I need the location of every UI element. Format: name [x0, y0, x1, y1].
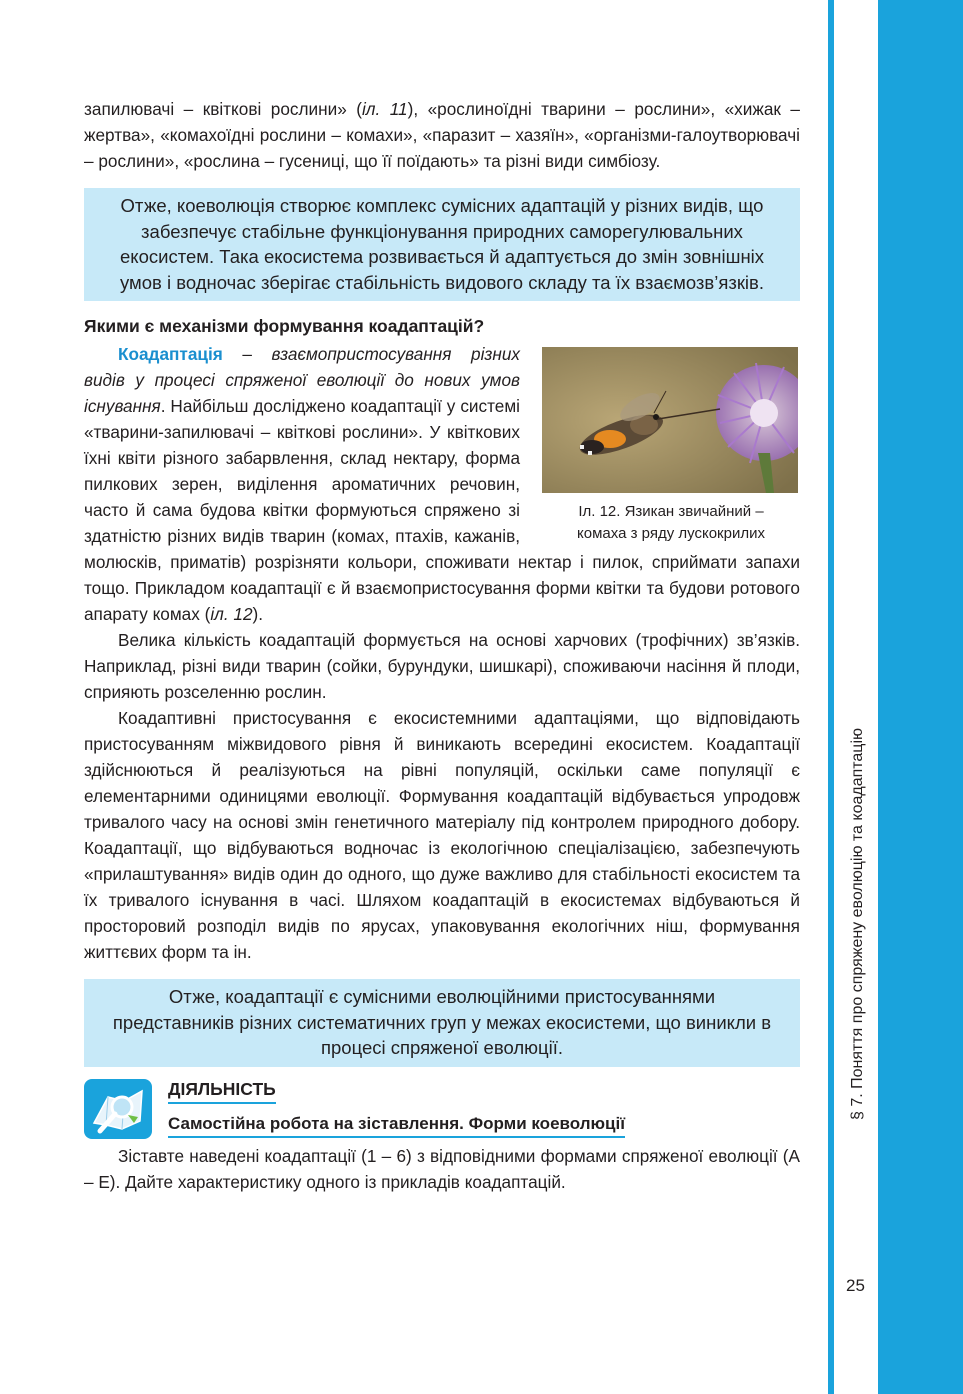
- trophic-paragraph: Велика кількість коадаптацій формується на основі харчових (трофічних) зв’язків. Наприклад, різні види тварин (сойки, бурундуки, шишкарі), споживаючи насіння й плоди, сприяють розселенню рослин.: [84, 630, 800, 702]
- figure-hawkmoth: [542, 347, 800, 545]
- activity-subtitle: Самостійна робота на зіставлення. Форми коеволюції: [168, 1114, 625, 1138]
- hawkmoth-photo: [542, 347, 798, 493]
- summary-callout-coevolution: Отже, коеволюція створює комплекс сумісних адаптацій у різних видів, що забезпечує стабільне функціонування природних саморегулювальних екосистем. Така екосистема розвивається й адаптується до змін зовнішніх умов і водночас зберігає стабільність видового складу та їх взаємозв’язків.: [84, 188, 800, 301]
- chapter-title-vertical: § 7. Поняття про спряжену еволюцію та коадаптацію: [849, 727, 866, 1120]
- term-coadaptation: Коадаптація: [118, 344, 223, 364]
- intro-paragraph: запилювачі – квіткові рослини» (іл. 11), «рослиноїдні тварини – рослини», «хижак – жертва», «комахоїдні рослини – комахи», «паразит – хазяїн», «організми-галоутворювачі – рослини», «рослина – гусениці, що її поїдають» та різні види симбіозу.: [84, 99, 800, 171]
- figure-caption: Іл. 12. Язикан звичайний – комаха з ряду лускокрилих: [577, 503, 765, 542]
- activity-block: [84, 1079, 800, 1139]
- activity-title: ДІЯЛЬНІСТЬ: [168, 1079, 276, 1104]
- ecosystem-adaptations-paragraph: Коадаптивні пристосування є екосистемними адаптаціями, що відповідають пристосуванням міжвидового рівня й виникають всередині екосистем. Коадаптації здійснюються й реалізуються на рівні популяцій, оскільки саме популяції є елементарними одиницями еволюції. Формування коадаптацій відбувається упродовж тривалого часу на основі змін генетичного матеріалу під контролем природного добору. Коадаптації, що відбуваються водночас із екологічною спеціалізацією, забезпечують «прилаштування» видів один до одного, що дуже важливо для стабільності екосистем та їх тривалого існування в часі. Шляхом коадаптацій в екосистемах відбуваються й просторовий розподіл видів по ярусах, упаковування екологічних ніш, формування життєвих форм та ін.: [84, 708, 800, 962]
- summary-callout-coadaptation: Отже, коадаптації є сумісними еволюційними пристосуваннями представників різних систематичних груп у межах екосистеми, що виникли в процесі спряженої еволюції.: [84, 979, 800, 1067]
- margin-stripe-dark: [878, 0, 963, 1394]
- coadaptation-definition-paragraph: Коадаптація – взаємопристосування різних видів у процесі спряженої еволюції до нових умов існування. Найбільш досліджено коадаптації у системі «тварини-запилювачі – квіткові рослини». У квіткових їхні квіти різного забарвлення, склад нектару, форма пилкових зерен, виділення ароматичних речовин, часто й сама будова квітки формуються спряжено зі здатністю різних видів тварин (комах, птахів, кажанів, молюсків, приматів) розрізняти кольори, споживати нектар і пилок, сприймати запахи тощо. Прикладом коадаптації є й взаємопристосування форми квітки та будови ротового апарату комах (іл. 12).: [84, 344, 800, 624]
- activity-task: Зіставте наведені коадаптації (1 – 6) з відповідними формами спряженої еволюції (А – Е). Дайте характеристику одного із прикладів коадаптацій.: [84, 1145, 800, 1192]
- section-heading: Якими є механізми формування коадаптацій?: [84, 316, 485, 336]
- map-magnifier-icon: [84, 1079, 152, 1139]
- margin-stripe-light: [828, 0, 884, 1394]
- page-content: [84, 96, 800, 1195]
- definition: взаємопристосування різних видів у процесі спряженої еволюції до нових умов існування: [84, 344, 520, 416]
- page-number: 25: [846, 1276, 865, 1295]
